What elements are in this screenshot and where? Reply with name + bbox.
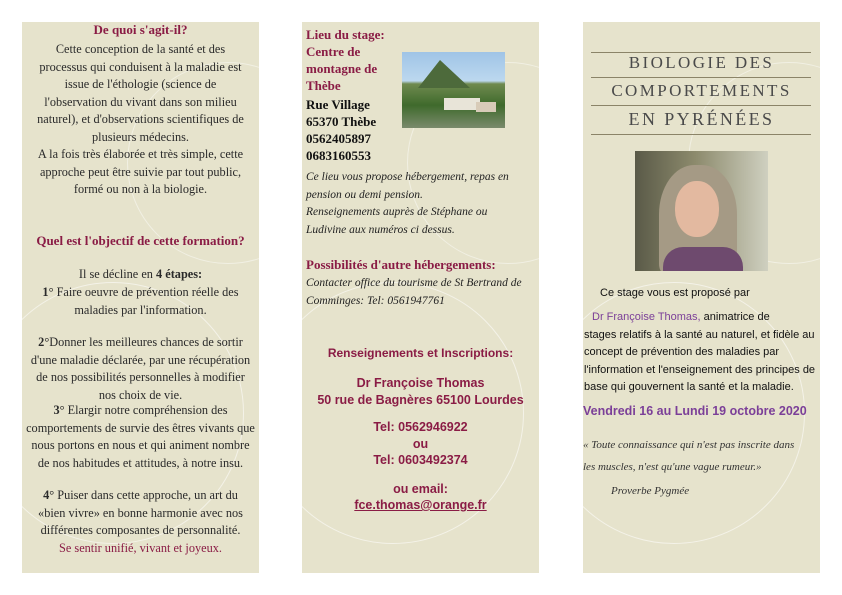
- contact-address: 50 rue de Bagnères 65100 Lourdes: [317, 393, 524, 407]
- intro-text: [22, 41, 259, 199]
- divider: [591, 77, 811, 78]
- venue-address: Rue Village 65370 Thèbe 0562405897 0683160553: [306, 97, 377, 163]
- intro-line: plusieurs médecins.: [92, 129, 189, 144]
- phone-1: Tel: 0562946922: [373, 420, 468, 434]
- title-line-1: BIOLOGIE DES: [628, 53, 775, 72]
- left-panel: [22, 22, 259, 573]
- heading-objective: Quel est l'objectif de cette formation?: [36, 233, 245, 248]
- event-dates: Vendredi 16 au Lundi 19 octobre 2020: [583, 404, 807, 418]
- portrait-photo: [635, 151, 768, 271]
- heading-what-is-it: De quoi s'agit-il?: [93, 22, 188, 37]
- intro-line: processus qui conduisent à la maladie est: [39, 59, 242, 74]
- or-label: ou: [412, 437, 429, 451]
- other-lodging-text: Contacter office du tourisme de St Bertrand de Comminges: Tel: 0561947761: [306, 277, 522, 307]
- contact-name: Dr Françoise Thomas: [356, 376, 485, 390]
- quote: « Toute connaissance qui n'est pas inscrite dans les muscles, n'est qu'une vague rumeur.»: [583, 439, 795, 473]
- step-1: 1° Faire oeuvre de prévention réelle des maladies par l'information.: [42, 285, 239, 317]
- steps-intro: Il se décline en 4 étapes:: [78, 267, 203, 281]
- intro-line: l'observation du vivant dans son milieu: [44, 94, 237, 109]
- intro-line: issue de l'éthologie (science de: [64, 77, 217, 91]
- title-line-2: COMPORTEMENTS: [611, 81, 792, 100]
- step-2: 2°Donner les meilleures chances de sortir d'une maladie déclarée, par une récupération de nos possibilités personnelles à modifier nos choix de vie.: [30, 335, 251, 402]
- other-lodging-heading: Possibilités d'autre hébergements:: [306, 257, 496, 272]
- bio-name: Dr Françoise Thomas,: [592, 311, 701, 323]
- intro-line: Cette conception de la santé et des: [55, 42, 226, 56]
- or-email-label: ou email:: [393, 482, 448, 496]
- phone-2: Tel: 0603492374: [373, 453, 468, 467]
- divider: [591, 105, 811, 106]
- intro-line: A la fois très élaborée et très simple, cette: [37, 147, 244, 161]
- divider: [591, 134, 811, 135]
- venue-heading: Lieu du stage: Centre de montagne de Thèbe: [306, 27, 385, 93]
- closing-line: Se sentir unifié, vivant et joyeux.: [59, 540, 222, 555]
- intro-line: approche peut être suivie par tout public,: [39, 164, 242, 179]
- venue-photo: [402, 52, 505, 128]
- step-4: 4° Puiser dans cette approche, un art du «bien vivre» en bonne harmonie avec nos différentes composantes de personnalité. Se sentir unifié, vivant et joyeux.: [22, 487, 259, 557]
- intro-line: naturel), et d'observations scientifiques de: [37, 112, 244, 126]
- email-link[interactable]: fce.thomas@orange.fr: [354, 498, 487, 512]
- intro-line: formé ou non à la biologie.: [73, 182, 208, 196]
- title-line-3: EN PYRÉNÉES: [628, 109, 775, 129]
- quote-author: Proverbe Pygmée: [611, 485, 690, 497]
- right-panel: [583, 22, 820, 573]
- proposed-by: Ce stage vous est proposé par: [600, 287, 750, 299]
- registration-heading: Renseignements et Inscriptions:: [327, 346, 514, 360]
- bio-text: Dr Françoise Thomas, animatrice de stages relatifs à la santé au naturel, et fidèle au concept de prévention des maladies par l'information et l'enseignement des principes de base qui gouvernent la santé et la maladie.: [584, 311, 816, 393]
- step-3: 3° Elargir notre compréhension des comportements de survie des êtres vivants que nous portons en nous et qui animent nombre de nos habitudes et attitudes, à notre insu.: [26, 403, 255, 470]
- venue-description: Ce lieu vous propose hébergement, repas en pension ou demi pension. Renseignements auprès de Stéphane ou Ludivine aux numéros ci dessus.: [306, 171, 509, 236]
- middle-panel: [302, 22, 539, 573]
